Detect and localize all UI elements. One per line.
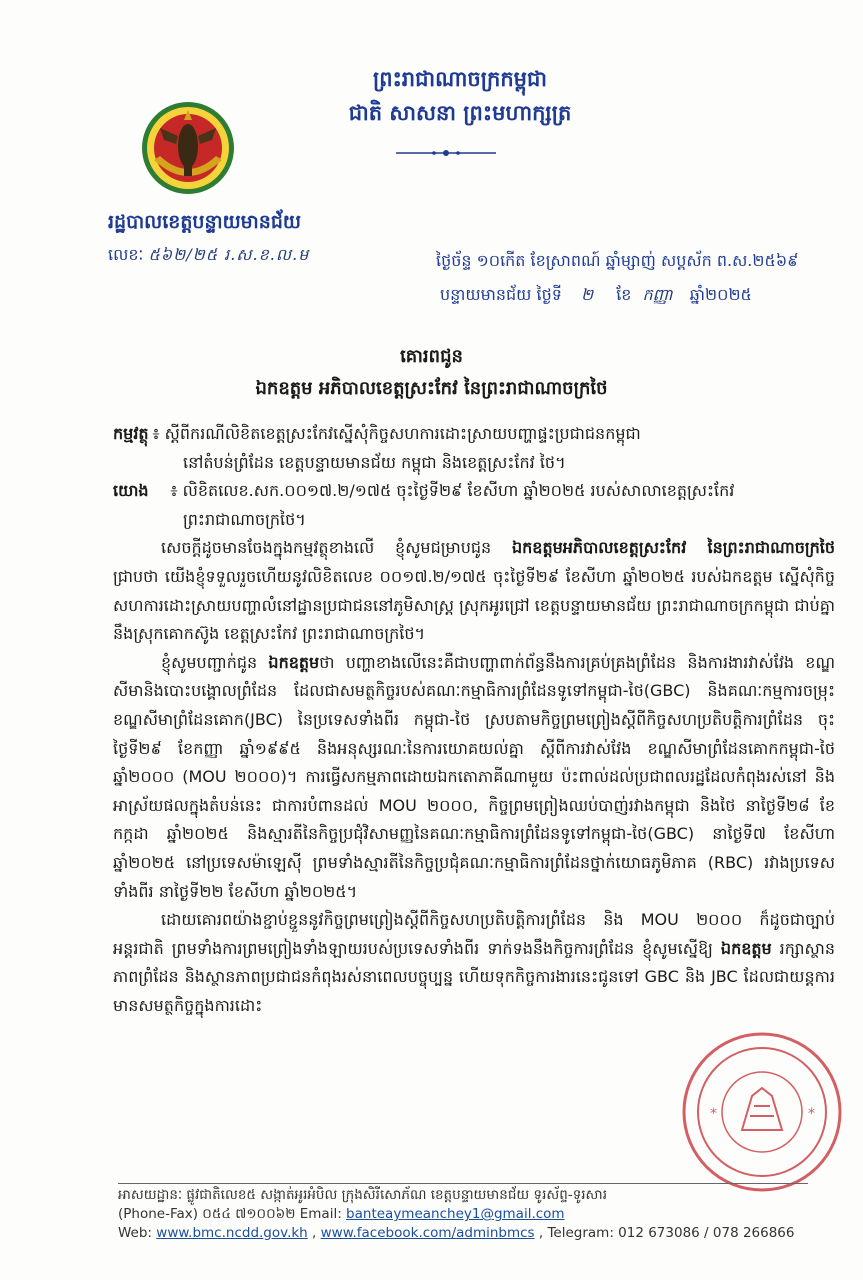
recipient-name: ឯកឧត្តម អភិបាលខេត្តស្រះកែវ នៃព្រះរាជាណាចក្រថៃ [255, 378, 608, 399]
lunar-date-line: ថ្ងៃច័ន្ទ ១០កើត ខែស្រាពណ៍ ឆ្នាំម្សាញ់ សប្តស័ក ព.ស.២៥៦៩ [436, 251, 799, 270]
paragraph-1 [113, 534, 835, 648]
issuing-administration: រដ្ឋបាលខេត្តបន្ទាយមានជ័យ [108, 211, 301, 233]
subject-line-2: នៅតំបន់ព្រំដែន ខេត្តបន្ទាយមានជ័យ កម្ពុជា និងខេត្តស្រះកែវ ថៃ។ [183, 452, 566, 472]
paragraph-1-bold: ឯកឧត្តមអភិបាលខេត្តស្រះកែវ នៃព្រះរាជាណាចក្រថៃ [511, 538, 836, 558]
footer-contact [118, 1186, 818, 1243]
footer-email-link[interactable]: banteaymeanchey1@gmail.com [346, 1206, 565, 1222]
place-date-prefix: បន្ទាយមានជ័យ ថ្ងៃទី [440, 285, 562, 304]
reference-number-line [108, 244, 348, 268]
date-year: ឆ្នាំ២០២៥ [689, 285, 752, 304]
kingdom-header [330, 62, 590, 130]
footer-phone: (Phone-Fax) ០៥៤ ៧១០០៦២ Email: [118, 1206, 347, 1222]
national-motto: ជាតិ សាសនា ព្រះមហាក្សត្រ [348, 101, 572, 125]
footer-website-link[interactable]: www.bmc.ncdd.gov.kh [156, 1225, 308, 1241]
place-date-line [440, 284, 820, 308]
svg-text:*: * [710, 1106, 717, 1122]
reference-number-value: ៥៦២/២៥ រ.ស.ខ.ល.ម [148, 245, 310, 264]
official-seal-icon [680, 1030, 845, 1195]
date-day: ២ [580, 285, 594, 304]
ornamental-divider-icon [396, 148, 496, 158]
provincial-emblem-icon [140, 100, 236, 196]
letter-body [113, 420, 835, 1020]
paragraph-2-bold: ឯកឧត្តម [268, 652, 320, 672]
paragraph-3-text-a: ដោយគោរពយ៉ាងខ្ជាប់ខ្ជួននូវកិច្ចព្រមព្រៀងស្តីពីកិច្ចសហប្រតិបត្តិការព្រំដែន និង MOU ២០០០ ក៏ដូចជាច្បាប់អន្តរជាតិ ព្រមទាំងការព្រមព្រៀងទាំងឡាយរបស់ប្រទេសទាំងពីរ ទាក់ទងនឹងកិច្ចការព្រំដែន ខ្ញុំសូមស្នើឱ្យ [113, 910, 835, 958]
month-label: ខែ [616, 285, 632, 304]
paragraph-3-text-b: រក្សាស្ថានភាពព្រំដែន និងស្ថានភាពប្រជាជនកំពុងរស់នាពេលបច្ចុប្បន្ន ហើយទុកកិច្ចការងារនេះជូនទៅ GBC និង JBC ដែលជាយន្តការមានសមត្ថកិច្ចក្នុងការដោះ [113, 938, 835, 1015]
kingdom-title: ព្រះរាជាណាចក្រកម្ពុជា [372, 67, 547, 91]
reference-line-2: ព្រះរាជាណាចក្រថៃ។ [183, 509, 306, 529]
reference-line-1: ៖ លិខិតលេខ.សក.០០១៧.២/១៧៥ ចុះថ្ងៃទី២៩ ខែសីហា ឆ្នាំ២០២៥ របស់សាលាខេត្តស្រះកែវ [170, 481, 735, 501]
footer-facebook-link[interactable]: www.facebook.com/adminbmcs [320, 1225, 535, 1241]
footer-web-line [118, 1224, 818, 1243]
subject-label: កម្មវត្ថុ [113, 424, 149, 443]
paragraph-2-text-b: ថា បញ្ហាខាងលើនេះគឺជាបញ្ហាពាក់ព័ន្ធនឹងការគ្រប់គ្រងព្រំដែន និងការងារវាស់វែង ខណ្ឌសីមានិងបោះបង្គោលព្រំដែន ដែលជាសមត្ថកិច្ចរបស់គណៈកម្មាធិការព្រំដែនទូទៅកម្ពុជា-ថៃ(GBC) និងគណៈកម្មការចម្រុះខណ្ឌសីមាព្រំដែនគោក(JBC) នៃប្រទេសទាំងពីរ កម្ពុជា-ថៃ ស្របតាមកិច្ចព្រមព្រៀងស្តីពីកិច្ចសហប្រតិបត្តិការព្រំដែន ចុះថ្ងៃទី២៩ ខែកញ្ញា ឆ្នាំ១៩៩៥ និងអនុស្សរណៈនៃការយោគយល់គ្នា ស្តីពីការវាស់វែង ខណ្ឌសីមាព្រំដែនគោកកម្ពុជា-ថៃ ឆ្នាំ២០០០ (MOU ២០០០)។ ការធ្វើសកម្មភាពដោយឯកតោភាគីណាមួយ ប៉ះពាល់ដល់ប្រជាពលរដ្ឋដែលកំពុងរស់នៅ និងអាស្រ័យផលក្នុងតំបន់នេះ ជាការបំពានដល់ MOU ២០០០, កិច្ចព្រមព្រៀងឈប់បាញ់រវាងកម្ពុជា និងថៃ នាថ្ងៃទី២៨ ខែកក្កដា ឆ្នាំ២០២៥ និងស្មារតីនៃកិច្ចប្រជុំវិសាមញ្ញនៃគណៈកម្មាធិការព្រំដែនទូទៅកម្ពុជា-ថៃ(GBC) នាថ្ងៃទី៧ ខែសីហា ឆ្នាំ២០២៥ នៅប្រទេសម៉ាឡេស៊ី ព្រមទាំងស្មារតីនៃកិច្ចប្រជុំគណៈកម្មាធិការព្រំដែនថ្នាក់យោធភូមិភាគ (RBC) រវាងប្រទេសទាំងពីរ នាថ្ងៃទី២២ ខែសីហា ឆ្នាំ២០២៥។ [113, 652, 835, 901]
reference-row [113, 477, 835, 506]
svg-text:*: * [808, 1106, 815, 1122]
date-month: កញ្ញា [642, 285, 673, 304]
subject-row [113, 420, 835, 449]
paragraph-3 [113, 906, 835, 1020]
footer-web-label: Web: [118, 1225, 157, 1241]
reference-label: យោង [113, 481, 149, 501]
footer-telegram: , Telegram: 012 673086 / 078 266866 [534, 1225, 795, 1241]
reference-number-label: លេខៈ [108, 245, 144, 264]
paragraph-1-text-a: សេចក្តីដូចមានចែងក្នុងកម្មវត្ថុខាងលើ ខ្ញុំសូមជម្រាបជូន [161, 538, 512, 558]
footer-divider [118, 1183, 808, 1184]
paragraph-1-text-b: ជ្រាបថា យើងខ្ញុំទទួលរួចហើយនូវលិខិតលេខ ០០១៧.២/១៧៥ ចុះថ្ងៃទី២៩ ខែសីហា ឆ្នាំ២០២៥ របស់ឯកឧត្តម ស្នើសុំកិច្ចសហការដោះស្រាយបញ្ហាលំនៅដ្ឋានប្រជាជននៅភូមិសាស្ត្រ ស្រុកអូរជ្រៅ ខេត្តបន្ទាយមានជ័យ ព្រះរាជាណាចក្រកម្ពុជា ជាប់គ្នានឹងស្រុកគោកស៊ូង ខេត្តស្រះកែវ ព្រះរាជាណាចក្រថៃ។ [113, 566, 835, 644]
recipient-label: គោរពជូន [400, 346, 463, 367]
paragraph-3-bold: ឯកឧត្តម [720, 938, 772, 958]
footer-phone-email-line [118, 1205, 818, 1224]
subject-line-1: ៖ ស្តីពីករណីលិខិតខេត្តស្រះកែវស្នើសុំកិច្ចសហការដោះស្រាយបញ្ហាផ្ទះប្រជាជនកម្ពុជា [152, 424, 641, 443]
paragraph-2-text-a: ខ្ញុំសូមបញ្ជាក់ជូន [161, 652, 269, 672]
footer-web-separator: , [307, 1225, 321, 1241]
paragraph-2 [113, 649, 835, 906]
footer-address: អាសយដ្ឋានៈ ផ្លូវជាតិលេខ៥ សង្កាត់អូរអំបិល ក្រុងសិរីសោភ័ណ ខេត្តបន្ទាយមានជ័យ ទូរស័ព្ទ-ទូរសារ [118, 1187, 607, 1203]
